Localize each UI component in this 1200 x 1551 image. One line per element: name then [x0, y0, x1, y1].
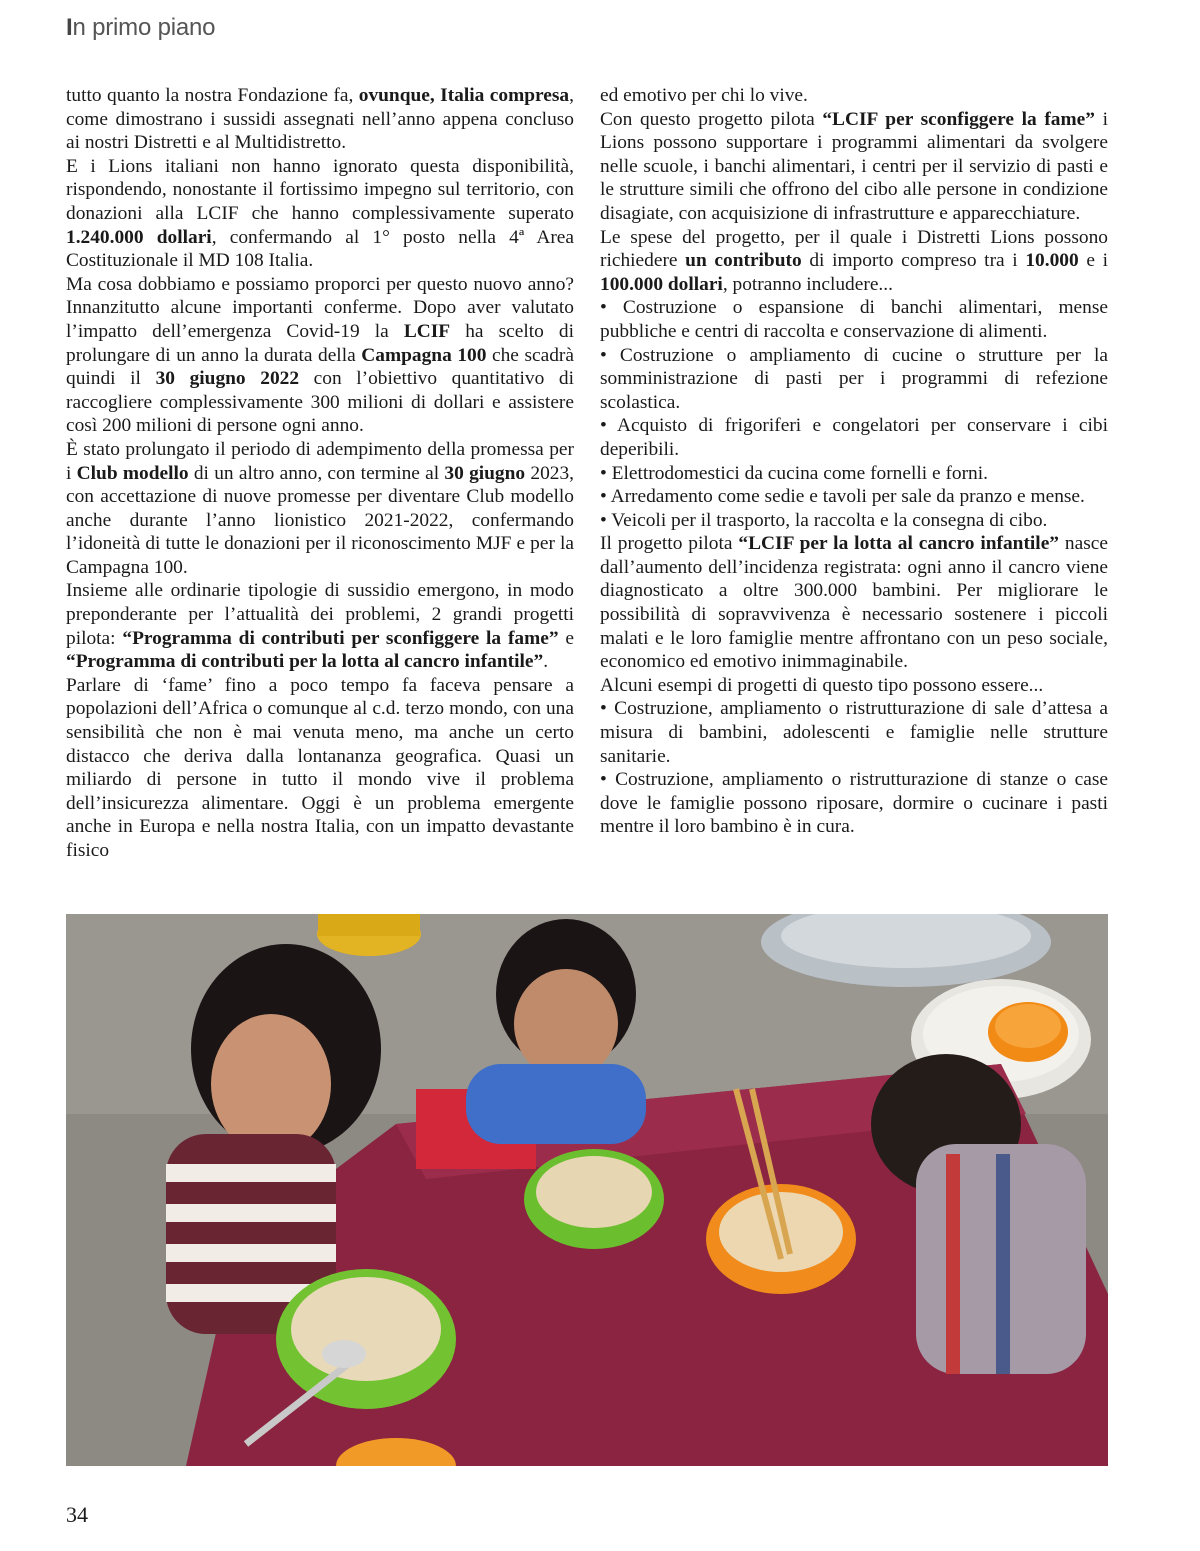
bold-text: “Programma di contributi per sconfiggere la fame”: [122, 627, 559, 649]
section-label: In primo piano: [66, 14, 216, 41]
text-run: Alcuni esempi di progetti di questo tipo possono essere...: [600, 674, 1044, 696]
bullet-item: [600, 344, 1108, 415]
bullet-item: [600, 697, 1108, 768]
text-run: ha scelto di prolungare di un anno la durata della: [66, 320, 574, 366]
bold-text: 100.000 dollari: [600, 273, 723, 295]
text-run: • Costruzione, ampliamento o ristrutturazione di stanze o case dove le famiglie possono riposare, dormire o cucinare i pasti mentre il loro bambino è in cura.: [600, 769, 1108, 838]
paragraph: [600, 532, 1108, 674]
photo-illustration: [66, 914, 1108, 1466]
text-run: 2023, con accettazione di nuove promesse per diventare Club modello anche durante l’anno lionistico 2021-2022, confermando l’idoneità di tutte le donazioni per il riconoscimento MJF e per la Campagna 100.: [66, 462, 575, 578]
bold-text: ovunque, Italia compresa: [358, 85, 570, 106]
bullet-item: [600, 296, 1108, 343]
text-run: • Costruzione o espansione di banchi alimentari, mense pubbliche e centri di raccolta e conservazione di alimenti.: [600, 297, 1108, 342]
photo-children-eating-noodles: [66, 914, 1108, 1466]
text-run: Il progetto pilota: [600, 533, 739, 555]
bold-text: “LCIF per sconfiggere la fame”: [822, 108, 1095, 130]
text-run: nasce dall’aumento dell’incidenza registrata: ogni anno il cancro viene diagnosticato a oltre 300.000 bambini. Per migliorare le possibilità di sopravvivenza è necessario sostenere i piccoli malati e le loro famiglie mentre affrontano con un peso sociale, economico ed emotivo inimmaginabile.: [600, 533, 1108, 673]
text-run: , confermando al 1° posto nella 4ª Area Costituzionale il MD 108 Italia.: [66, 226, 574, 272]
text-run: • Veicoli per il trasporto, la raccolta e la consegna di cibo.: [600, 509, 1048, 531]
paragraph: [66, 579, 574, 673]
text-run: • Costruzione o ampliamento di cucine o strutture per la somministrazione di pasti per i programmi di refezione scolastica.: [600, 344, 1108, 413]
text-run: È stato prolungato il periodo di adempimento della promessa per i: [66, 438, 574, 484]
text-run: con l’obiettivo quantitativo di raccogliere complessivamente 300 milioni di dollari e assistere così 200 milioni di persone ogni anno.: [66, 368, 574, 437]
bold-text: Campagna 100: [361, 344, 487, 366]
bold-text: “Programma di contributi per la lotta al cancro infantile”: [66, 651, 544, 673]
bold-text: LCIF: [403, 320, 451, 342]
bold-text: 30 giugno 2022: [155, 368, 300, 390]
text-run: • Costruzione, ampliamento o ristrutturazione di sale d’attesa a misura di bambini, adolescenti e famiglie nelle strutture sanitarie.: [600, 698, 1108, 767]
text-run: • Arredamento come sedie e tavoli per sale da pranzo e mense.: [600, 486, 1085, 508]
text-run: Insieme alle ordinarie tipologie di sussidio emergono, in modo preponderante per l’attualità dei problemi, 2 grandi progetti pilota:: [66, 580, 574, 649]
bullet-item: [600, 768, 1108, 839]
paragraph: [600, 108, 1108, 226]
bullet-item: [600, 462, 1108, 486]
paragraph: [66, 273, 574, 438]
text-run: E i Lions italiani non hanno ignorato questa disponibilità, rispondendo, nonostante il fortissimo impegno sul territorio, con donazioni alla LCIF che hanno complessivamente superato: [66, 155, 574, 224]
bold-text: 1.240.000 dollari: [66, 226, 212, 248]
text-run: ed emotivo per chi lo vive.: [600, 85, 808, 106]
text-run: di un altro anno, con termine al: [188, 462, 445, 484]
text-run: • Elettrodomestici da cucina come fornelli e forni.: [600, 462, 988, 484]
paragraph: [66, 84, 574, 155]
left-text-column: [66, 84, 574, 863]
paragraph: [600, 84, 1108, 108]
text-run: di importo compreso tra i: [801, 250, 1026, 272]
right-text-column: [600, 84, 1108, 839]
text-run: .: [543, 651, 549, 673]
bullet-item: [600, 509, 1108, 533]
text-run: • Acquisto di frigoriferi e congelatori per conservare i cibi deperibili.: [600, 415, 1108, 460]
bullet-item: [600, 414, 1108, 461]
text-run: , potranno includere...: [722, 273, 893, 295]
text-run: che scadrà quindi il: [66, 344, 574, 390]
text-run: Ma cosa dobbiamo e possiamo proporci per questo nuovo anno? Innanzitutto alcune importanti conferme. Dopo aver valutato l’impatto dell’emergenza Covid-19 la: [66, 273, 574, 342]
bold-text: 30 giugno: [444, 462, 526, 484]
text-run: Le spese del progetto, per il quale i Distretti Lions possono richiedere: [600, 226, 1108, 272]
paragraph: [66, 438, 574, 580]
text-run: i Lions possono supportare i programmi alimentari da svolgere nelle scuole, i banchi alimentari, i centri per il servizio di pasti e le strutture simili che offrono del cibo alle persone in condizione disagiate, con acquisizione di infrastrutture e apparecchiature.: [600, 108, 1108, 224]
paragraph: [66, 674, 574, 863]
paragraph: [600, 674, 1108, 698]
paragraph: [66, 155, 574, 273]
bold-text: 10.000: [1025, 250, 1079, 272]
text-run: Con questo progetto pilota: [600, 108, 823, 130]
text-run: , come dimostrano i sussidi assegnati nell’anno appena concluso ai nostri Distretti e al Multidistretto.: [66, 85, 574, 154]
paragraph: [600, 226, 1108, 297]
text-run: e i: [1078, 250, 1108, 272]
bold-text: Club modello: [76, 462, 189, 484]
bold-text: “LCIF per la lotta al cancro infantile”: [738, 533, 1060, 555]
page-number: 34: [66, 1502, 88, 1527]
text-run: Parlare di ‘fame’ fino a poco tempo fa faceva pensare a popolazioni dell’Africa o comunque al c.d. terzo mondo, con una sensibilità che non è mai venuta meno, ma anche un certo distacco che deriva dalla lontananza geografica. Quasi un miliardo di persone in tutto il mondo vive il problema dell’insicurezza alimentare. Oggi è un problema emergente anche in Europa e nella nostra Italia, con un impatto devastante fisico: [66, 674, 574, 861]
text-run: e: [558, 627, 574, 649]
text-run: tutto quanto la nostra Fondazione fa,: [66, 85, 359, 106]
bold-text: un contributo: [685, 250, 802, 272]
bullet-item: [600, 485, 1108, 509]
